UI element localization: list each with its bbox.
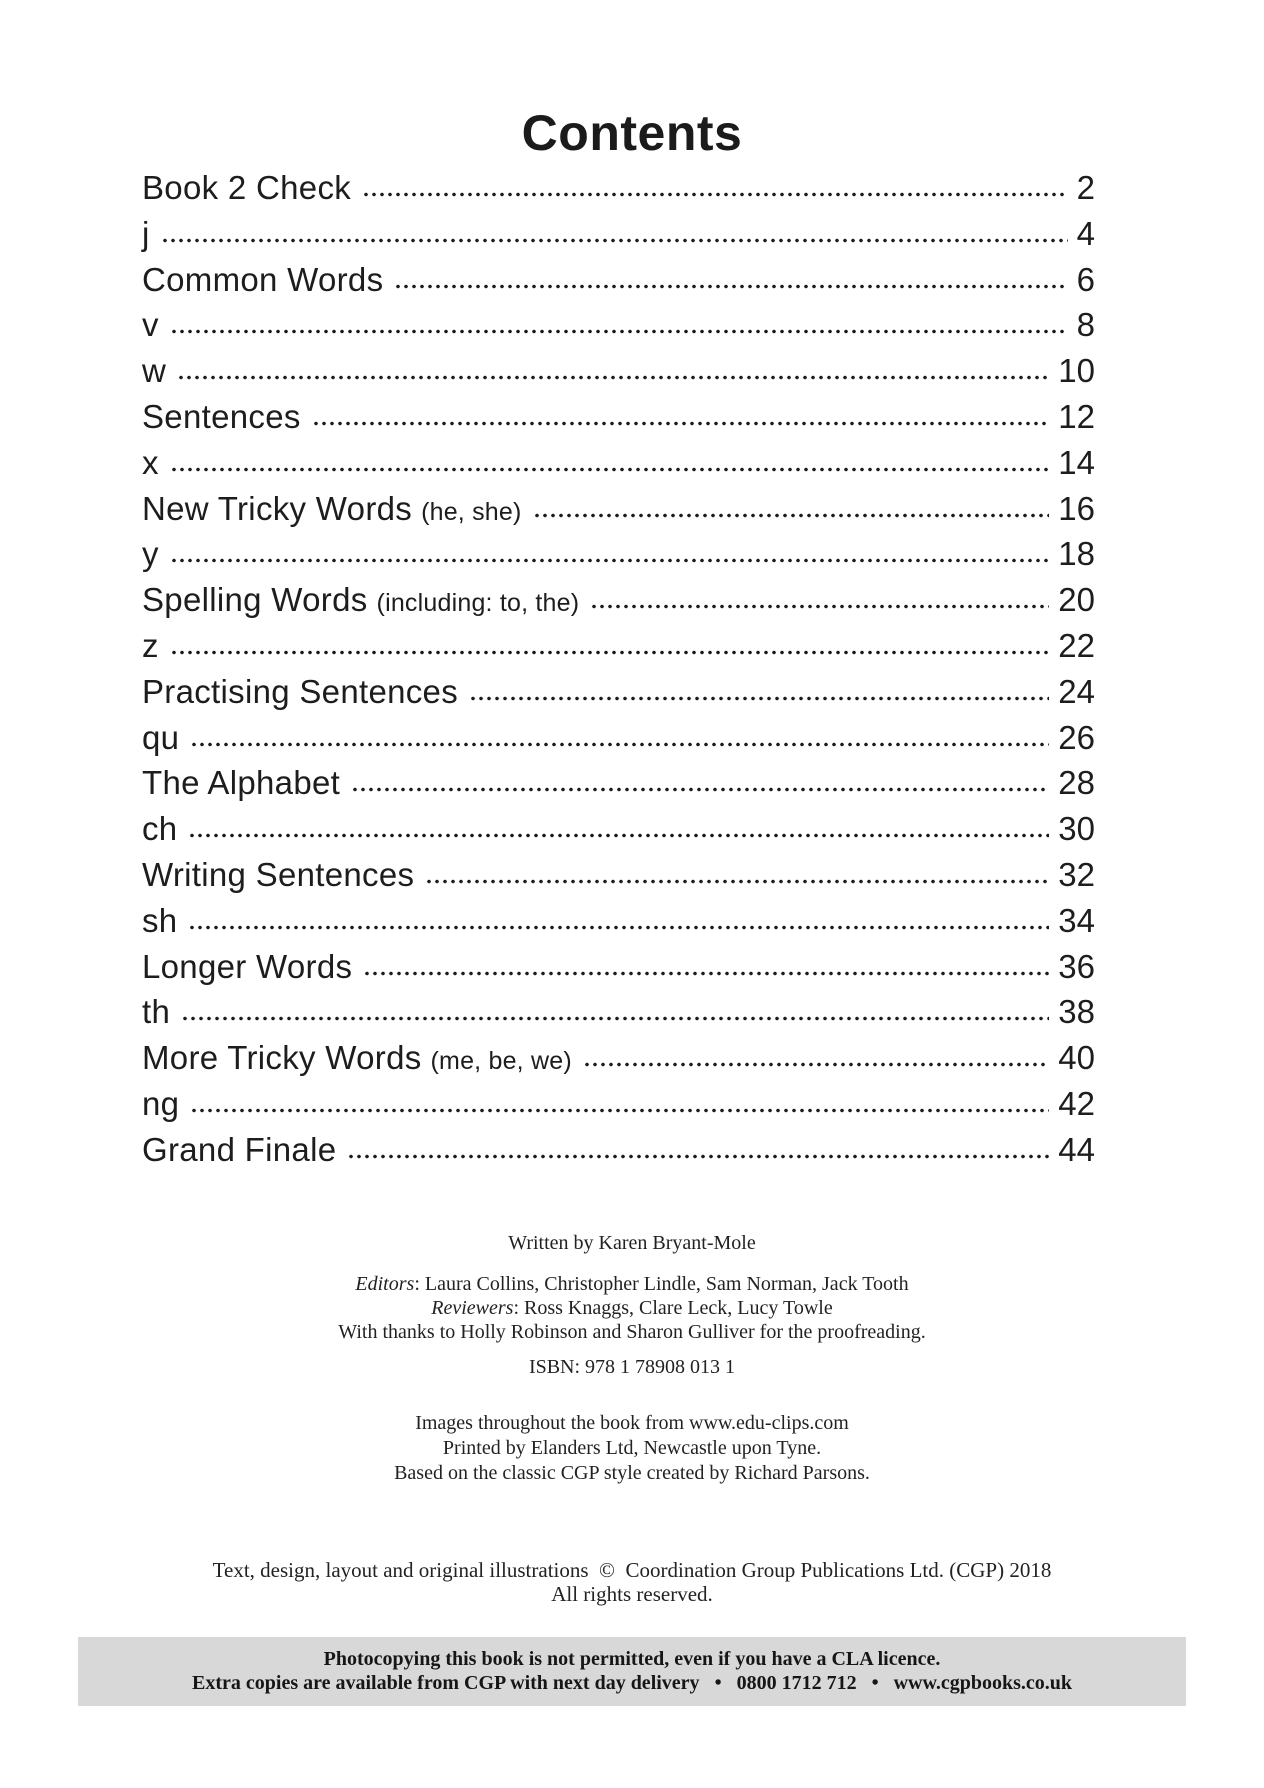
dot-leader [170, 558, 1049, 565]
toc-row [142, 898, 1095, 944]
toc-page-number: 4 [1076, 214, 1095, 252]
copyright-line: Text, design, layout and original illustrations © Coordination Group Publications Ltd. (CGP) 2018 [212, 1558, 1052, 1582]
toc-entry-label: ch [142, 810, 178, 848]
rights-line: All rights reserved. [551, 1582, 713, 1606]
toc-entry [142, 1127, 336, 1173]
dot-leader [351, 787, 1049, 794]
production-block [0, 1411, 1264, 1486]
toc-entry [142, 898, 177, 944]
toc-page-number: 26 [1058, 718, 1095, 756]
dot-leader [347, 1154, 1049, 1161]
toc-row [142, 806, 1095, 852]
toc-entry-label: The Alphabet [142, 764, 341, 802]
dot-leader [362, 192, 1068, 199]
based-on-line: Based on the classic CGP style created by Richard Parsons. [394, 1462, 870, 1484]
toc-page-number: 30 [1058, 810, 1095, 848]
toc-entry-label: th [142, 993, 171, 1031]
dot-leader [181, 1016, 1049, 1023]
footer-contact-line [78, 1671, 1186, 1695]
toc-entry [142, 669, 458, 715]
toc-page-number: 10 [1058, 352, 1095, 390]
toc-entry-label: More Tricky Words [142, 1039, 422, 1077]
toc-entry [142, 440, 159, 486]
toc-entry [142, 806, 177, 852]
reviewers-line [0, 1296, 1264, 1320]
footer-phone-number: 0800 1712 712 [736, 1672, 857, 1694]
toc-row [142, 440, 1095, 486]
toc-page-number: 14 [1058, 443, 1095, 481]
toc-entry-label: qu [142, 718, 180, 756]
toc-row [142, 577, 1095, 623]
toc-entry-label: v [142, 306, 159, 344]
toc-entry [142, 989, 170, 1035]
toc-page-number: 20 [1058, 581, 1095, 619]
toc-entry-label: Writing Sentences [142, 855, 415, 893]
toc-row [142, 623, 1095, 669]
toc-entry-label: sh [142, 901, 178, 939]
dot-leader [188, 925, 1049, 932]
toc-page-number: 22 [1058, 626, 1095, 664]
dot-leader [188, 833, 1049, 840]
written-by-line: Written by Karen Bryant-Mole [508, 1232, 756, 1254]
reviewers-names: : Ross Knaggs, Clare Leck, Lucy Towle [513, 1297, 833, 1319]
dot-leader [469, 696, 1049, 703]
toc-entry-label: ng [142, 1084, 180, 1122]
toc-row [142, 1127, 1095, 1173]
toc-entry-label: New Tricky Words [142, 489, 413, 527]
toc-row [142, 1035, 1095, 1081]
toc-row [142, 715, 1095, 761]
dot-leader [170, 467, 1049, 474]
page-title: Contents [521, 104, 743, 161]
toc-entry-label: x [142, 443, 159, 481]
toc-page-number: 18 [1058, 535, 1095, 573]
toc-entry [142, 531, 159, 577]
toc-entry [142, 577, 579, 627]
toc-entry-note: (me, be, we) [430, 1047, 572, 1076]
toc-row [142, 302, 1095, 348]
toc-entry [142, 302, 159, 348]
toc-page-number: 40 [1058, 1039, 1095, 1077]
toc-page-number: 8 [1076, 306, 1095, 344]
toc-entry-label: j [142, 214, 150, 252]
dot-leader [425, 879, 1049, 886]
bullet-separator: • [714, 1672, 722, 1694]
dot-leader [161, 238, 1068, 245]
editors-line [0, 1272, 1264, 1296]
toc-entry [142, 623, 159, 669]
toc-page-number: 36 [1058, 947, 1095, 985]
toc-entry-label: w [142, 352, 167, 390]
editors-names: : Laura Collins, Christopher Lindle, Sam Norman, Jack Tooth [414, 1273, 909, 1295]
images-source-line: Images throughout the book from www.edu-clips.com [415, 1412, 849, 1434]
dot-leader [533, 513, 1050, 520]
toc-page-number: 38 [1058, 993, 1095, 1031]
toc-entry [142, 944, 352, 990]
toc-page-number: 34 [1058, 901, 1095, 939]
toc-row [142, 760, 1095, 806]
toc-entry [142, 760, 340, 806]
toc-page-number: 6 [1076, 260, 1095, 298]
toc-list [142, 165, 1095, 1173]
toc-page-number: 2 [1076, 169, 1095, 206]
toc-entry-label: Practising Sentences [142, 672, 459, 710]
dot-leader [190, 742, 1049, 749]
toc-entry [142, 486, 522, 536]
toc-page-number: 28 [1058, 764, 1095, 802]
toc-page-number: 16 [1058, 489, 1095, 527]
dot-leader [170, 329, 1068, 336]
reviewers-label: Reviewers [431, 1297, 514, 1319]
dot-leader [590, 604, 1049, 611]
toc-row [142, 348, 1095, 394]
toc-page-number: 44 [1058, 1130, 1095, 1168]
toc-row [142, 944, 1095, 990]
toc-entry-note: (he, she) [421, 497, 522, 526]
footer-website: www.cgpbooks.co.uk [893, 1672, 1072, 1694]
toc-entry-label: Common Words [142, 260, 384, 298]
toc-entry-note: (including: to, the) [376, 589, 580, 618]
toc-entry [142, 1081, 179, 1127]
toc-entry [142, 852, 414, 898]
dot-leader [170, 650, 1049, 657]
dot-leader [583, 1062, 1049, 1069]
thanks-line: With thanks to Holly Robinson and Sharon Gulliver for the proofreading. [338, 1321, 926, 1343]
toc-row [142, 1081, 1095, 1127]
toc-row [142, 989, 1095, 1035]
toc-row [142, 852, 1095, 898]
toc-page-number: 24 [1058, 672, 1095, 710]
toc-entry [142, 715, 179, 761]
toc-page-number: 32 [1058, 855, 1095, 893]
credits-block [0, 1231, 1264, 1379]
toc-entry-label: Book 2 Check [142, 169, 352, 206]
dot-leader [394, 284, 1067, 291]
printed-by-line: Printed by Elanders Ltd, Newcastle upon Tyne. [442, 1437, 822, 1459]
toc-entry [142, 1035, 572, 1085]
dot-leader [190, 1108, 1049, 1115]
copyright-block [0, 1558, 1264, 1606]
toc-page-number: 12 [1058, 397, 1095, 435]
toc-entry [142, 394, 301, 440]
footer-copies-text: Extra copies are available from CGP with next day delivery [192, 1672, 700, 1694]
toc-entry-label: z [142, 626, 159, 664]
dot-leader [363, 971, 1049, 978]
toc-entry-label: y [142, 535, 159, 573]
toc-page-number: 42 [1058, 1084, 1095, 1122]
bullet-separator: • [871, 1672, 879, 1694]
dot-leader [177, 375, 1049, 382]
toc-entry [142, 165, 351, 211]
editors-label: Editors [355, 1273, 415, 1295]
toc-row [142, 669, 1095, 715]
toc-row [142, 257, 1095, 303]
toc-entry-label: Spelling Words [142, 581, 368, 619]
toc-row [142, 531, 1095, 577]
toc-row [142, 394, 1095, 440]
footer-bar [78, 1637, 1186, 1706]
toc-entry-label: Longer Words [142, 947, 353, 985]
footer-photocopy-notice: Photocopying this book is not permitted, even if you have a CLA licence. [323, 1648, 941, 1670]
toc-entry [142, 348, 166, 394]
toc-row [142, 165, 1095, 211]
toc-row [142, 486, 1095, 532]
toc-entry [142, 211, 150, 257]
toc-entry-label: Sentences [142, 397, 301, 435]
toc-entry [142, 257, 383, 303]
dot-leader [312, 421, 1050, 428]
toc-row [142, 211, 1095, 257]
isbn-line: ISBN: 978 1 78908 013 1 [528, 1356, 736, 1378]
toc-entry-label: Grand Finale [142, 1130, 337, 1168]
